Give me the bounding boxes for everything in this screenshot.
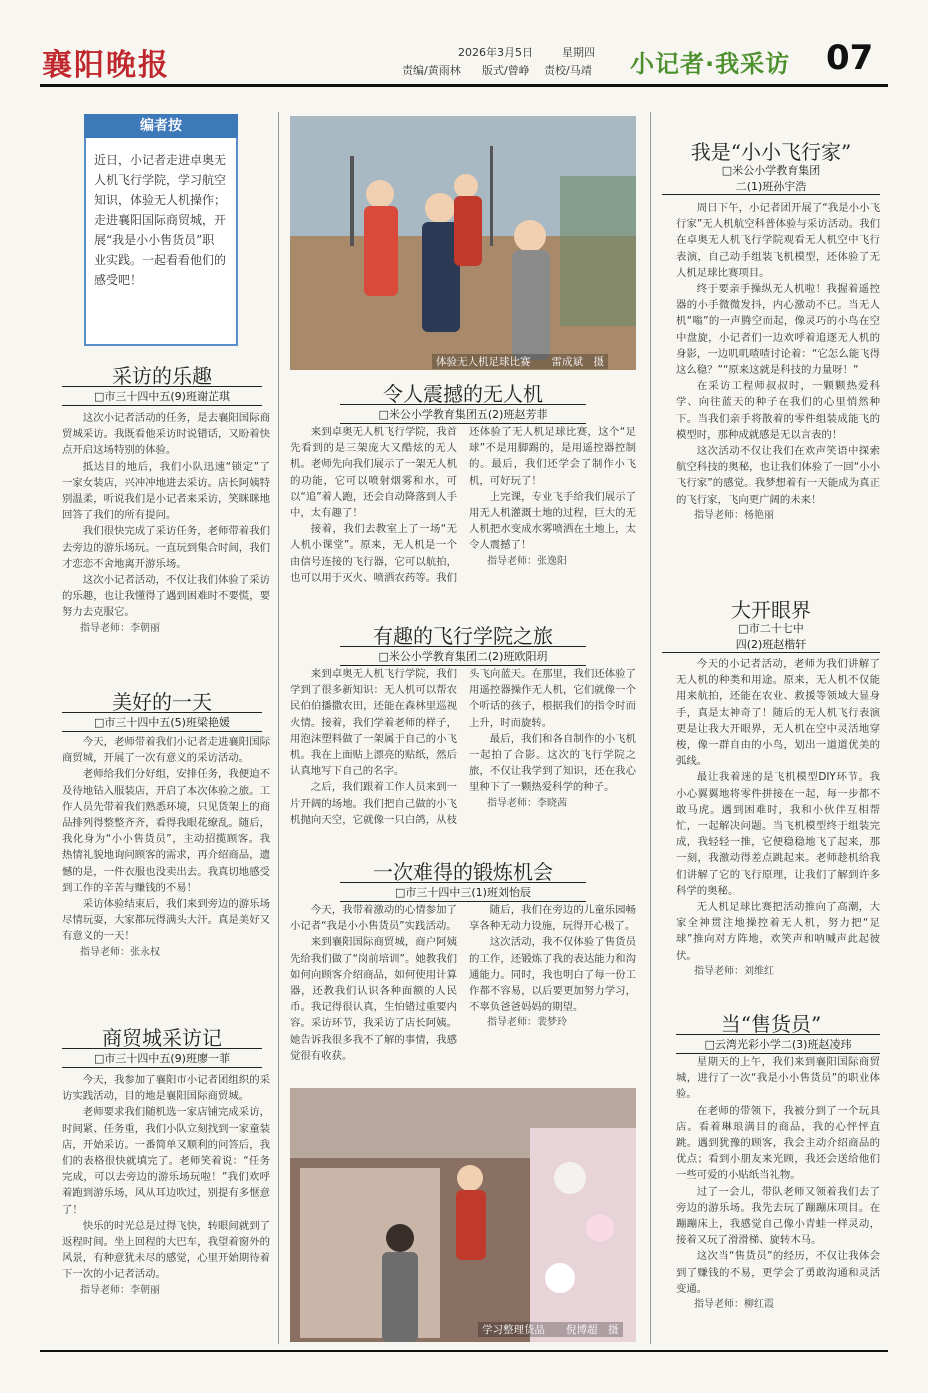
paragraph: 最让我着迷的是飞机模型DIY环节。我小心翼翼地将零件拼接在一起，每一步都不敢马虎。遇到困难时，我和小伙伴互相帮忙，一起解决问题。当飞机模型终于组装完成，我轻轻一推，它便稳稳地飞了起来，那一刻，我激动得差点跳起来。老师趁机给我们讲解了它的飞行原理，让我们了解到许多科学的奥秘。 — [676, 771, 880, 897]
article-body — [62, 734, 270, 961]
paragraph: 这次小记者活动，不仅让我们体验了采访的乐趣，也让我懂得了遇到困难时不要慌，要努力去克服它。 — [62, 574, 270, 619]
paragraph: 这次小记者活动的任务，是去襄阳国际商贸城采访。我既看他采访时说错话，又盼着快点开启这场特别的体验。 — [62, 412, 270, 457]
paragraph: 这次活动不仅让我们在欢声笑语中探索航空科技的奥秘，也让我们体验了一回“小小飞行家”的感觉。我梦想着有一天能成为真正的飞行家，飞向更广阔的未来！ — [676, 445, 880, 506]
proof-credit: 责校/马靖 — [544, 64, 592, 77]
paragraph: 今天，我带着激动的心情参加了小记者“我是小小售货员”实践活动。 — [290, 904, 457, 933]
article-byline-school: □米公小学教育集团 — [721, 164, 821, 177]
section-title: 小记者·我采访 — [630, 50, 791, 78]
article-body — [676, 200, 880, 524]
footer-rule — [40, 1350, 888, 1352]
paragraph: 上完课，专业飞手给我们展示了用无人机灌溉土地的过程，巨大的无人机把水变成水雾喷洒在土地上，太令人震撼了！ — [469, 490, 636, 552]
issue-date: 2026年3月5日 — [458, 46, 533, 59]
article-body — [62, 410, 270, 637]
article-title: 商贸城采访记 — [102, 1026, 222, 1050]
article-title: 美好的一天 — [112, 690, 212, 714]
photo-caption: 体验无人机足球比赛 雷成斌 摄 — [432, 354, 608, 369]
editor-credit: 责编/黄雨林 — [402, 64, 461, 77]
paragraph: 抵达目的地后，我们小队迅速“锁定”了一家女装店，兴冲冲地进去采访。店长阿姨特别温柔，听说我们是小记者来采访，笑眯眯地回答了我们的所有提问。 — [62, 460, 270, 522]
paragraph: 周日下午，小记者团开展了“我是小小飞行家”无人机航空科普体验与采访活动。我们在卓奥无人机飞行学院观看无人机空中飞行表演，自己动手组装飞机模型，还体验了无人机足球比赛项目。 — [676, 202, 880, 279]
paragraph: 这次活动，我不仅体验了售货员的工作，还锻炼了我的表达能力和沟通能力。同时，我也明白了每一份工作都不容易，以后要更加努力学习，不辜负爸爸妈妈的期望。 — [469, 936, 636, 1014]
paragraph: 采访体验结束后，我们来到旁边的游乐场尽情玩耍，大家都玩得满头大汗。真是美好又有意义的一天！ — [62, 898, 270, 943]
article-byline: □市三十四中三(1)班刘怡辰 — [340, 882, 586, 902]
paragraph: 老师给我们分好组，安排任务，我便迫不及待地钻入服装店，开启了本次体验之旅。工作人员先带着我们熟悉环境，只见货架上的商品排列得整整齐齐，看得我眼花缭乱。随后，我化身为“小小售货员”，主动招揽顾客。我热情礼貌地询问顾客的需求，再介绍商品，遗憾的是，一件衣服也没卖出去。我真切地感受到工作的辛苦与赚钱的不易！ — [62, 768, 270, 894]
issue-weekday: 星期四 — [562, 46, 595, 59]
advisor: 指导老师：李朝丽 — [80, 622, 160, 634]
editor-note-label: 编者按 — [84, 114, 238, 138]
advisor: 指导老师：杨艳丽 — [694, 509, 774, 521]
column-divider — [278, 112, 279, 1344]
article-body — [290, 666, 636, 828]
article-title: 当“售货员” — [720, 1012, 822, 1036]
photo-drone-football — [290, 116, 636, 370]
article-title: 一次难得的锻炼机会 — [373, 860, 553, 884]
page-number: 07 — [826, 38, 874, 78]
article-byline-class: 四(2)班赵楷轩 — [662, 636, 880, 653]
paragraph: 今天，我参加了襄阳市小记者团组织的采访实践活动，目的地是襄阳国际商贸城。 — [62, 1074, 270, 1103]
article-body — [676, 1054, 880, 1313]
column-divider — [650, 112, 651, 1344]
paragraph: 在老师的带领下，我被分到了一个玩具店。看着琳琅满目的商品，我的心怦怦直跳。遇到犹豫的顾客，我会主动介绍商品的优点；看到小朋友来光顾，我还会送给他们一些可爱的小贴纸当礼物。 — [676, 1104, 880, 1182]
paragraph: 老师要求我们随机选一家店铺完成采访，时间紧、任务重，我们小队立刻找到一家童装店，开始采访。一番简单又顺利的问答后，我们的表格很快就填完了。老师笑着说：“任务完成，可以去旁边的游乐场玩啦！”我们欢呼着跑到游乐场，风从耳边吹过，别提有多惬意了！ — [62, 1106, 270, 1216]
paragraph: 之后，我们跟着工作人员来到一片开阔的场地。我们把自己做的小飞机抛向天空，它就像一只白鸽，从枝头飞向蓝天。在那里，我们还体验了用遥控器操作无人机，它们就像一个个听话的孩子，根据我们的指令时而上升，时而旋转。 — [290, 668, 636, 826]
paragraph: 终于要亲手操纵无人机啦！我握着遥控器的小手微微发抖，内心激动不已。当无人机“嗡”的一声腾空而起，像灵巧的小鸟在空中盘旋，小记者们一边欢呼着追逐无人机的身影，一边叽叽喳喳讨论着：“它怎么能飞得这么稳？”“原来这就是科技的力量呀！” — [676, 283, 880, 377]
article-byline: □云湾光彩小学二(3)班赵凌玮 — [676, 1034, 880, 1054]
article-title: 我是“小小飞行家” — [690, 140, 852, 164]
article-byline: □市三十四中五(9)班廖一菲 — [62, 1048, 262, 1068]
paragraph: 今天的小记者活动，老师为我们讲解了无人机的种类和用途。原来，无人机不仅能用来航拍，还能在农业、救援等领域大显身手，真是太神奇了！随后的无人机飞行表演更是让我大开眼界，无人机在空中灵活地穿梭，像一群自由的小鸟，划出一道道优美的弧线。 — [676, 658, 880, 768]
layout-credit: 版式/曾峥 — [482, 64, 530, 77]
advisor: 指导老师：刘维红 — [694, 965, 774, 977]
advisor: 指导老师：张逸阳 — [487, 555, 567, 567]
article-byline-school: □市二十七中 — [738, 622, 804, 635]
paragraph: 最后，我们和各自制作的小飞机一起拍了合影。这次的飞行学院之旅，不仅让我学到了知识，还在我心里种下了一颗热爱科学的种子。 — [469, 732, 636, 794]
paragraph: 过了一会儿，带队老师又领着我们去了旁边的游乐场。我先去玩了蹦蹦床项目。在蹦蹦床上，我感觉自己像小青蛙一样灵动，接着又玩了滑滑梯、旋转木马。 — [676, 1185, 880, 1247]
article-title: 有趣的飞行学院之旅 — [373, 624, 553, 648]
article-byline-class: 二(1)班孙宇浩 — [662, 178, 880, 195]
advisor: 指导老师：李晓茜 — [487, 797, 567, 809]
photo-store-shelves — [290, 1088, 636, 1342]
article-byline: □米公小学教育集团五(2)班赵芳菲 — [340, 404, 586, 424]
paragraph: 无人机足球比赛把活动推向了高潮，大家全神贯注地操控着无人机，努力把“足球”推向对方阵地，欢笑声和呐喊声此起彼伏。 — [676, 901, 880, 962]
paragraph: 今天，老师带着我们小记者走进襄阳国际商贸城，开展了一次有意义的采访活动。 — [62, 736, 270, 765]
article-body — [290, 424, 636, 586]
paragraph: 我们很快完成了采访任务，老师带着我们去旁边的游乐场玩。一直玩到集合时间，我们才恋恋不舍地离开游乐场。 — [62, 525, 270, 570]
advisor: 指导老师：柳红霞 — [694, 1299, 774, 1311]
photo-drone-illustration — [290, 116, 636, 370]
article-body — [290, 902, 636, 1064]
photo-store-illustration — [290, 1088, 636, 1342]
newspaper-logo: 襄阳晚报 — [42, 48, 170, 83]
article-title: 大开眼界 — [731, 598, 811, 622]
advisor: 指导老师：裴梦玲 — [487, 1017, 567, 1029]
article-byline: □市三十四中五(5)班梁艳媛 — [62, 712, 262, 732]
paragraph: 快乐的时光总是过得飞快，转眼间就到了返程时间。坐上回程的大巴车，我望着窗外的风景，有种意犹未尽的感觉，心里开始期待着下一次的小记者活动。 — [62, 1219, 270, 1281]
paragraph: 这次当“售货员”的经历，不仅让我体会到了赚钱的不易，更学会了勇敢沟通和灵活变通。 — [676, 1250, 880, 1295]
advisor: 指导老师：李朝丽 — [80, 1284, 160, 1296]
article-title: 采访的乐趣 — [112, 364, 212, 388]
article-byline: □米公小学教育集团二(2)班欧阳玥 — [340, 646, 586, 666]
article-title: 令人震撼的无人机 — [383, 382, 543, 406]
paragraph: 来到襄阳国际商贸城，商户阿姨先给我们做了“岗前培训”。她教我们如何向顾客介绍商品，如何使用计算器，还教我们认识各种面额的人民币。我记得很认真，生怕错过重要内容。采访环节，我采访了店长阿姨。她告诉我很多我不了解的事情，我感觉很有收获。 — [290, 936, 457, 1062]
paragraph: 星期天的上午，我们来到襄阳国际商贸城，进行了一次“我是小小售货员”的职业体验。 — [676, 1056, 880, 1101]
article-byline: □市三十四中五(9)班谢芷琪 — [62, 386, 262, 406]
paragraph: 来到卓奥无人机飞行学院，我首先看到的是三架庞大又酷炫的无人机。老师先向我们展示了一架无人机的功能，它可以喷射烟雾和水，可以“追”着人跑，还会自动降落到人手中，太有趣了！ — [290, 426, 457, 520]
editor-note-text: 近日，小记者走进卓奥无人机飞行学院，学习航空知识，体验无人机操作；走进襄阳国际商贸城，开展“我是小小售货员”职业实践。一起看看他们的感受吧！ — [94, 153, 227, 287]
article-body — [676, 656, 880, 980]
paragraph: 随后，我们在旁边的儿童乐园畅享各种无动力设施，玩得开心极了。 — [469, 904, 636, 933]
paragraph: 接着，我们去教室上了一场“无人机小课堂”。原来，无人机是一个由信号连接的飞行器，它可以航拍，也可以用于灭火、喷洒农药等。我们还体验了无人机足球比赛，这个“足球”不是用脚踢的，是用遥控器控制的。最后，我们还学会了制作小飞机，可好玩了！ — [290, 426, 636, 584]
paragraph: 在采访工程师叔叔时，一颗颗热爱科学、向往蓝天的种子在我们的心里悄然种下。当我们亲手将散着的零件组装成能飞的模型时，那种成就感是无以言表的！ — [676, 380, 880, 441]
header-rule — [40, 84, 888, 87]
advisor: 指导老师：张永权 — [80, 946, 160, 958]
paragraph: 来到卓奥无人机飞行学院，我们学到了很多新知识：无人机可以帮农民伯伯播撒农田，还能在森林里巡视火情。接着，我们学着老师的样子，用泡沫塑料做了一架属于自己的小飞机。我在上面贴上漂亮的贴纸，然后认真地写下自己的名字。 — [290, 668, 457, 778]
photo-caption: 学习整理货品 倪博超 摄 — [478, 1322, 623, 1337]
article-body — [62, 1072, 270, 1299]
